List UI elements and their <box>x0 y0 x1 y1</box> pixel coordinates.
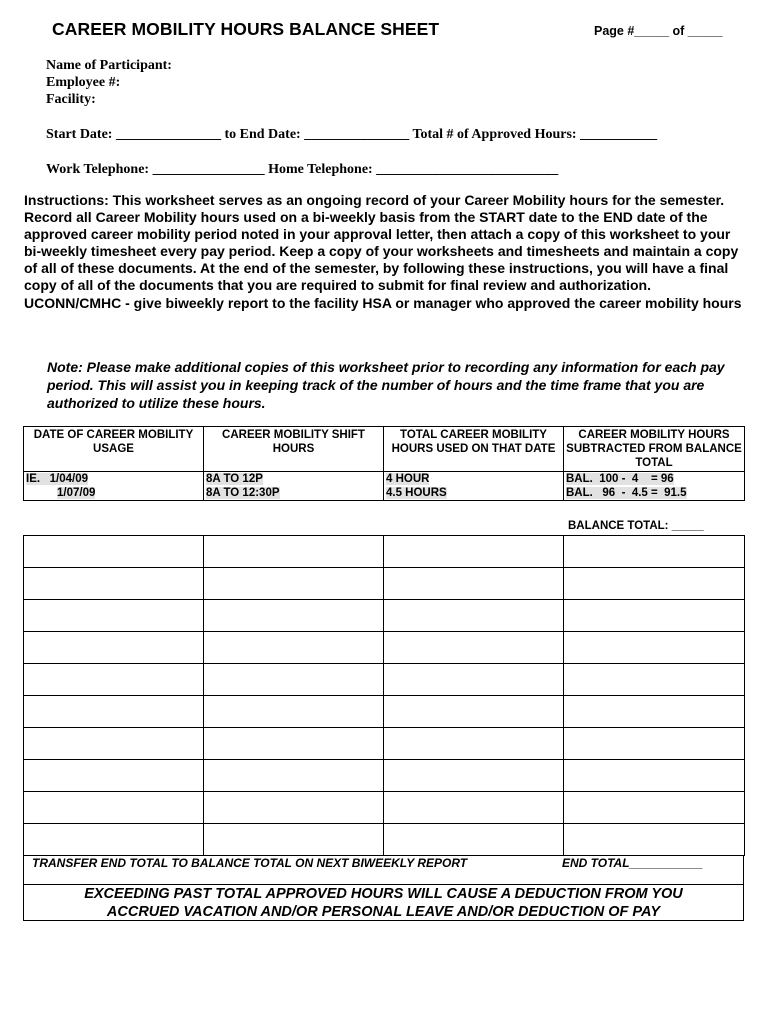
hours-ledger-table <box>23 535 745 856</box>
note-text: Note: Please make additional copies of this worksheet prior to recording any information for each pay period. This will assist you in keeping track of the number of hours and the time frame that you are authorized to utilize these hours. <box>47 359 725 411</box>
ledger-cell[interactable] <box>24 824 204 856</box>
ledger-cell[interactable] <box>564 760 745 792</box>
ledger-cell[interactable] <box>24 760 204 792</box>
ledger-row <box>24 792 745 824</box>
footer-divider <box>24 884 743 885</box>
ledger-row <box>24 824 745 856</box>
ledger-cell[interactable] <box>24 600 204 632</box>
ledger-cell[interactable] <box>384 696 564 728</box>
ledger-cell[interactable] <box>384 632 564 664</box>
table-row <box>24 486 745 501</box>
ledger-cell[interactable] <box>204 824 384 856</box>
ledger-cell[interactable] <box>204 792 384 824</box>
ledger-cell[interactable] <box>564 632 745 664</box>
page-number-field[interactable]: Page #_____ of _____ <box>594 24 723 38</box>
ledger-cell[interactable] <box>564 824 745 856</box>
ledger-cell[interactable] <box>204 632 384 664</box>
ledger-cell[interactable] <box>384 536 564 568</box>
transfer-instruction: TRANSFER END TOTAL TO BALANCE TOTAL ON NEXT BIWEEKLY REPORT <box>32 856 468 870</box>
ledger-row <box>24 536 745 568</box>
example-balance: BAL. 100 - 4 = 96 <box>564 472 745 487</box>
ledger-cell[interactable] <box>384 792 564 824</box>
ledger-cell[interactable] <box>204 696 384 728</box>
ledger-cell[interactable] <box>384 824 564 856</box>
end-total-field[interactable]: END TOTAL___________ <box>562 856 703 870</box>
ledger-cell[interactable] <box>24 536 204 568</box>
page-title: CAREER MOBILITY HOURS BALANCE SHEET <box>52 19 440 39</box>
participant-name-label: Name of Participant: <box>46 58 172 73</box>
ledger-cell[interactable] <box>384 568 564 600</box>
ledger-cell[interactable] <box>204 760 384 792</box>
ledger-cell[interactable] <box>384 664 564 696</box>
ledger-cell[interactable] <box>24 568 204 600</box>
ledger-cell[interactable] <box>564 600 745 632</box>
ledger-cell[interactable] <box>384 728 564 760</box>
ledger-cell[interactable] <box>564 664 745 696</box>
ledger-row <box>24 696 745 728</box>
example-date: IE. 1/04/09 <box>24 472 204 487</box>
ledger-cell[interactable] <box>204 600 384 632</box>
header-date: DATE OF CAREER MOBILITY USAGE <box>24 427 204 472</box>
ledger-row <box>24 568 745 600</box>
ledger-cell[interactable] <box>564 728 745 760</box>
ledger-cell[interactable] <box>24 792 204 824</box>
ledger-cell[interactable] <box>564 696 745 728</box>
example-date: 1/07/09 <box>24 486 204 501</box>
ledger-cell[interactable] <box>384 760 564 792</box>
facility-label: Facility: <box>46 92 96 107</box>
header-total-hours: TOTAL CAREER MOBILITY HOURS USED ON THAT DATE <box>384 427 564 472</box>
balance-total-field[interactable]: BALANCE TOTAL: _____ <box>568 520 704 532</box>
ledger-row <box>24 760 745 792</box>
example-total: 4.5 HOURS <box>384 486 564 501</box>
example-balance: BAL. 96 - 4.5 = 91.5 <box>564 486 745 501</box>
ledger-cell[interactable] <box>204 728 384 760</box>
warning-line-1: EXCEEDING PAST TOTAL APPROVED HOURS WILL CAUSE A DEDUCTION FROM YOU <box>84 886 683 902</box>
example-table <box>23 426 745 501</box>
header-shift-hours: CAREER MOBILITY SHIFT HOURS <box>204 427 384 472</box>
header-balance-subtracted: CAREER MOBILITY HOURS SUBTRACTED FROM BALANCE TOTAL <box>564 427 745 472</box>
warning-line-2: ACCRUED VACATION AND/OR PERSONAL LEAVE AND/OR DEDUCTION OF PAY <box>106 903 661 920</box>
instructions-block <box>24 192 746 312</box>
ledger-row <box>24 728 745 760</box>
ledger-cell[interactable] <box>204 568 384 600</box>
ledger-cell[interactable] <box>564 792 745 824</box>
ledger-cell[interactable] <box>24 728 204 760</box>
instructions-text: Instructions: This worksheet serves as an ongoing record of your Career Mobility hours for the semester. Record all Career Mobility hours used on a bi-weekly basis from the START date to the END date of the approved career mobility period noted in your approval letter, then attach a copy of this worksheet to your bi-weekly timesheet every pay period. Keep a copy of your worksheets and timesheets and maintain a copy of all of these documents. At the end of the semester, by following these instructions, you will have a final copy of all of the documents that you are required to submit for final review and authorization. <box>24 192 739 294</box>
footer-box <box>23 855 744 921</box>
ledger-cell[interactable] <box>204 536 384 568</box>
ledger-row <box>24 632 745 664</box>
example-shift: 8A TO 12P <box>204 472 384 487</box>
deduction-warning <box>24 886 743 921</box>
ledger-cell[interactable] <box>564 568 745 600</box>
ledger-cell[interactable] <box>24 664 204 696</box>
ledger-row <box>24 664 745 696</box>
uconn-instructions: UCONN/CMHC - give biweekly report to the facility HSA or manager who approved the career mobility hours <box>24 294 742 311</box>
example-total: 4 HOUR <box>384 472 564 487</box>
ledger-cell[interactable] <box>384 600 564 632</box>
table-row <box>24 472 745 487</box>
ledger-cell[interactable] <box>24 632 204 664</box>
ledger-cell[interactable] <box>564 536 745 568</box>
example-header-row <box>24 427 745 472</box>
ledger-cell[interactable] <box>24 696 204 728</box>
example-shift: 8A TO 12:30P <box>204 486 384 501</box>
ledger-cell[interactable] <box>204 664 384 696</box>
ledger-row <box>24 600 745 632</box>
employee-number-label: Employee #: <box>46 75 121 90</box>
telephone-line[interactable]: Work Telephone: ________________ Home Telephone: __________________________ <box>46 162 559 177</box>
dates-line[interactable]: Start Date: _______________ to End Date: _______________ Total # of Approved Hours: ___________ <box>46 127 658 142</box>
